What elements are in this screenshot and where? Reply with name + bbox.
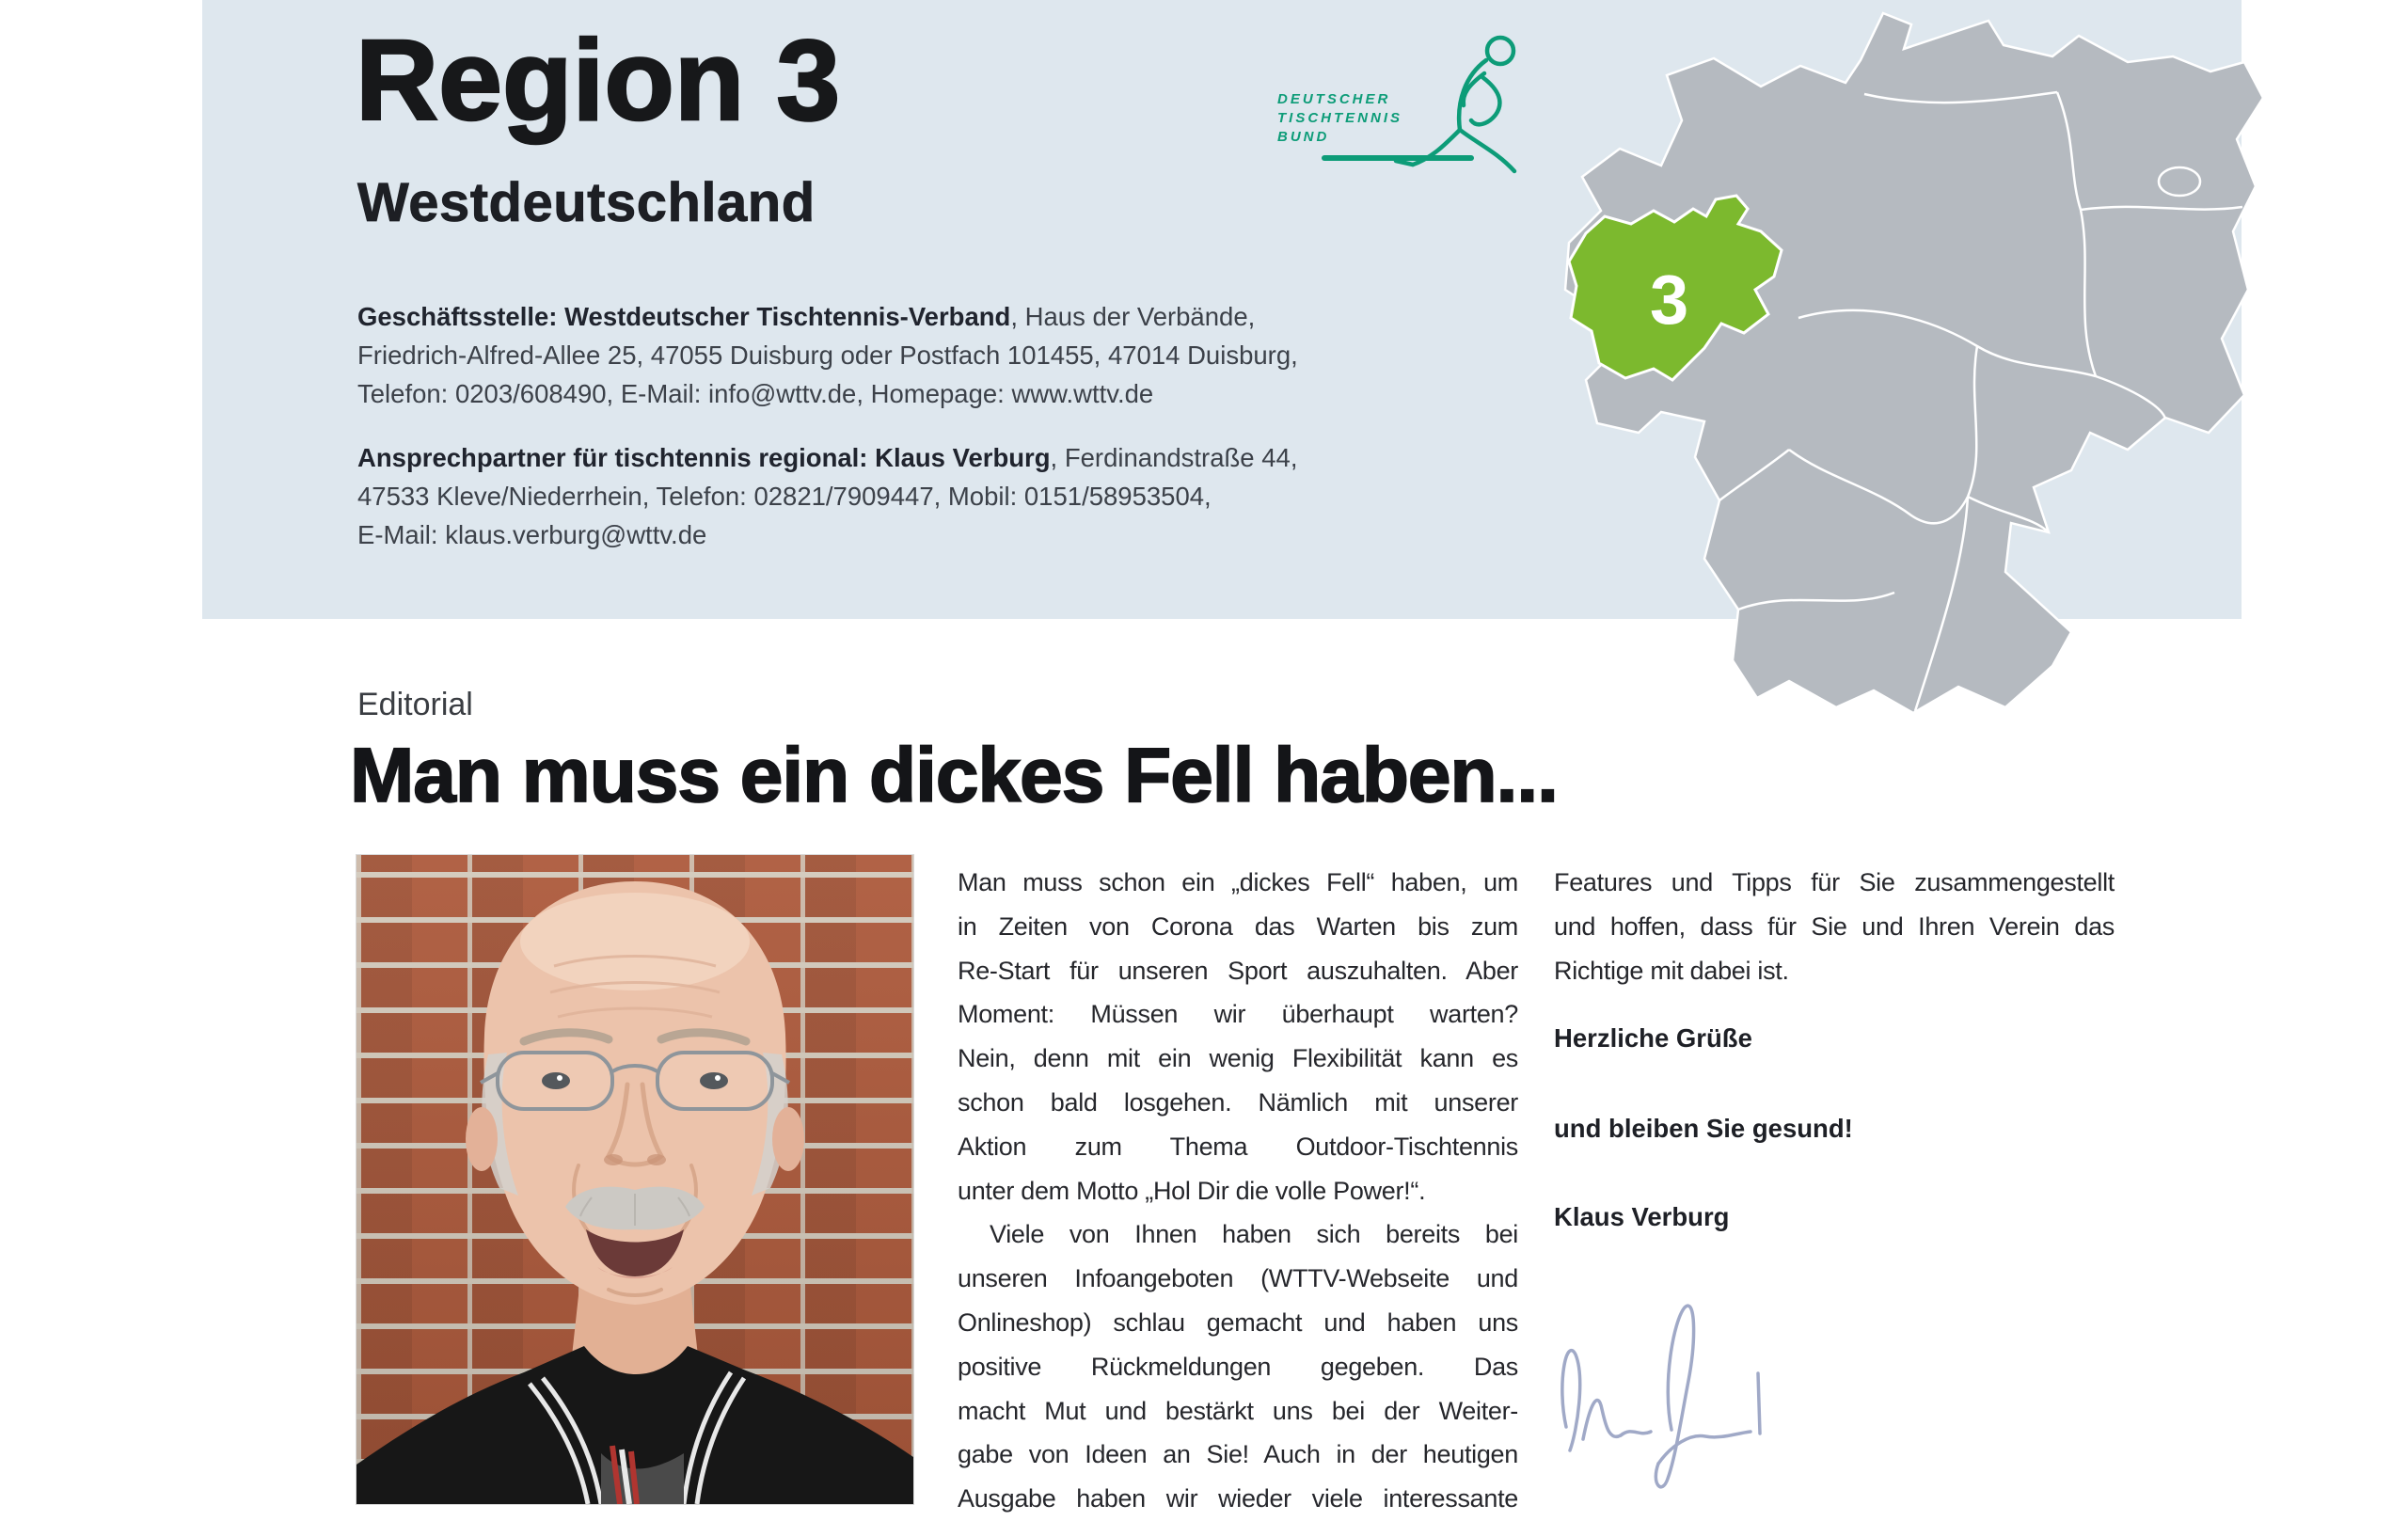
body-line: positive Rückmeldungen gegeben. Das xyxy=(958,1352,1518,1381)
portrait-illustration xyxy=(356,855,913,1504)
body-line: unter dem Motto „Hol Dir die volle Power!“. xyxy=(958,1176,1426,1205)
body-line: gabe von Ideen an Sie! Auch in der heutigen xyxy=(958,1440,1518,1469)
body-line: Man muss schon ein „dickes Fell“ haben, um xyxy=(958,868,1518,896)
region-number-label: 3 xyxy=(1650,261,1689,339)
contact-line-1: Ansprechpartner für tischtennis regional: Klaus Verburg, Ferdinandstraße 44, xyxy=(357,443,1298,472)
body-line: Nein, denn mit ein wenig Flexibilität kann es xyxy=(958,1044,1518,1073)
portrait-photo xyxy=(356,854,914,1505)
body-line: Re-Start für unseren Sport auszuhalten. Aber xyxy=(958,956,1518,985)
body-line: in Zeiten von Corona das Warten bis zum xyxy=(958,911,1518,941)
dtb-logo-wordmark: DEUTSCHER TISCHTENNIS BUND xyxy=(1277,91,1403,145)
article-headline: Man muss ein dickes Fell haben... xyxy=(350,733,1558,818)
article-column-2 xyxy=(1554,861,2115,992)
page-title: Region 3 xyxy=(356,16,841,144)
closing-greeting: Herzliche Grüße xyxy=(1554,1023,1752,1053)
office-line-2: Friedrich-Alfred-Allee 25, 47055 Duisburg oder Postfach 101455, 47014 Duisburg, xyxy=(357,341,1298,370)
body-line: Features und Tipps für Sie zusammengestellt xyxy=(1554,868,2115,896)
office-line-3: Telefon: 0203/608490, E-Mail: info@wttv.de, Homepage: www.wttv.de xyxy=(357,379,1154,408)
body-line: unseren Infoangeboten (WTTV-Webseite und xyxy=(958,1264,1518,1293)
closing-wish: und bleiben Sie gesund! xyxy=(1554,1114,1853,1143)
signature-graphic xyxy=(1547,1272,1830,1507)
signer-name: Klaus Verburg xyxy=(1554,1202,1730,1231)
body-line: Aktion zum Thema Outdoor-Tischtennis xyxy=(958,1132,1518,1161)
body-line: Viele von Ihnen haben sich bereits bei xyxy=(990,1220,1518,1249)
body-line: schon bald losgehen. Nämlich mit unserer xyxy=(958,1087,1518,1117)
regional-contact xyxy=(357,438,1552,554)
body-line: und hoffen, dass für Sie und Ihren Verein das xyxy=(1554,911,2115,941)
contact-lead: Ansprechpartner für tischtennis regional: Klaus Verburg xyxy=(357,443,1051,472)
body-line: Richtige mit dabei ist. xyxy=(1554,956,1789,985)
body-line: macht Mut und bestärkt uns bei der Weiter- xyxy=(958,1396,1518,1425)
office-lead: Geschäftsstelle: Westdeutscher Tischtennis-Verband xyxy=(357,302,1011,331)
body-line: Onlineshop) schlau gemacht und haben uns xyxy=(958,1307,1518,1337)
article-column-1 xyxy=(958,861,1518,1521)
signature xyxy=(1547,1272,1830,1507)
office-address xyxy=(357,297,1552,413)
page-subtitle: Westdeutschland xyxy=(357,172,816,233)
body-line: Moment: Müssen wir überhaupt warten? xyxy=(958,1000,1518,1029)
contact-line-2: 47533 Kleve/Niederrhein, Telefon: 02821/7909447, Mobil: 0151/58953504, xyxy=(357,482,1212,511)
contact-line-3: E-Mail: klaus.verburg@wttv.de xyxy=(357,520,707,549)
germany-map xyxy=(1563,8,2295,727)
office-line-1: Geschäftsstelle: Westdeutscher Tischtennis-Verband, Haus der Verbände, xyxy=(357,302,1256,331)
germany-map-graphic xyxy=(1563,8,2295,727)
body-line: Ausgabe haben wir wieder viele interessante xyxy=(958,1484,1518,1513)
dtb-logo xyxy=(1272,26,1563,186)
article-kicker: Editorial xyxy=(357,687,473,722)
